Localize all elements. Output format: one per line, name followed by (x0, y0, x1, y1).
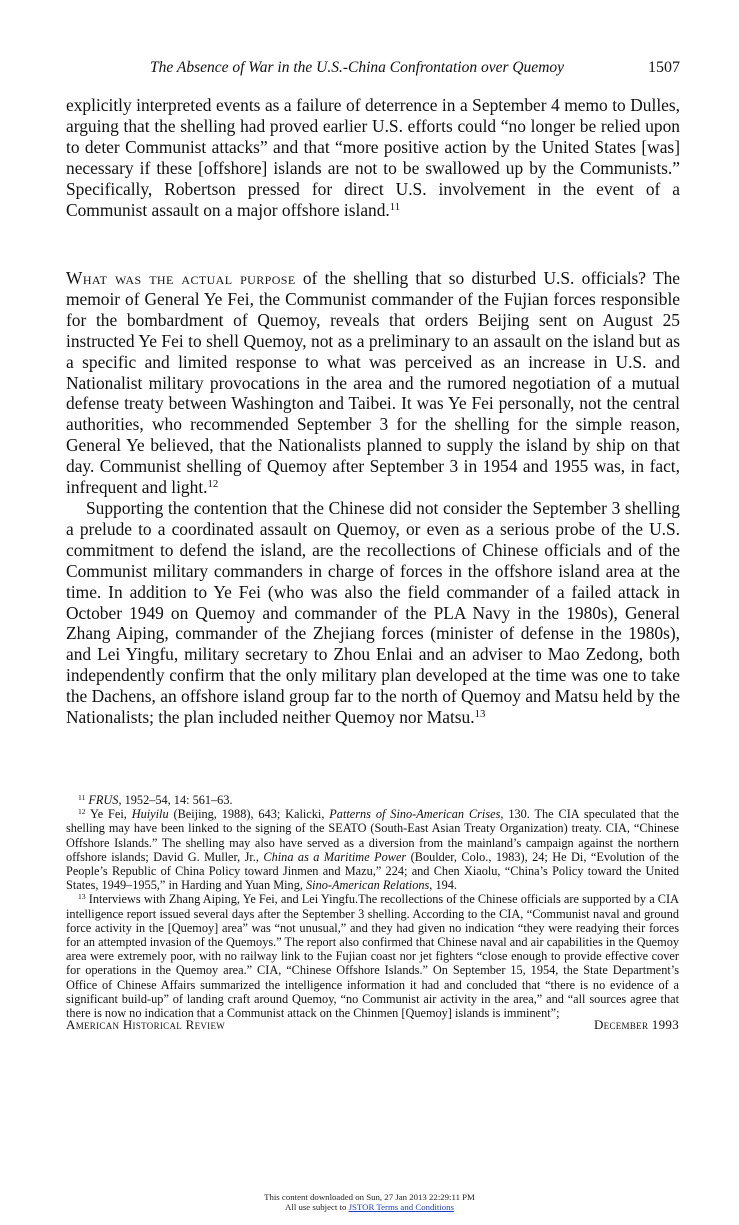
footnote-text: , 1952–54, 14: 561–63. (118, 793, 233, 807)
footnote-11 (66, 793, 679, 807)
footnotes (66, 793, 679, 1020)
footnote-text: Interviews with Zhang Aiping, Ye Fei, and Lei Yingfu.The recollections of the Chinese officials are supported by a CIA intelligence report issued several days after the September 3 shelling. According to the CIA, “Communist naval and ground force activity in the [Quemoy] area” was “not unusual,” and they had given no indication “they were readying their forces for an attempted invasion of the Quemoys.” The report also confirmed that Chinese naval and air capabilities in the Quemoy area were extremely poor, with no railway link to the Fujian coast nor jet fighters “close enough to provide effective cover for operations in the Quemoy area.” CIA, “Chinese Offshore Islands.” On September 15, 1954, the State Department’s Office of Chinese Affairs summarized the intelligence information it had and concluded that “there is no evidence of a significant build-up” of landing craft around Quemoy, “no Communist air activity in the area,” and “all sources agree that there is now no indication that a Communist attack on the Chinmen [Quemoy] islands is imminent”; (66, 892, 679, 1021)
jstor-terms-link[interactable]: JSTOR Terms and Conditions (348, 1202, 454, 1212)
body-paragraph-1 (66, 95, 680, 220)
footnote-italic: Patterns of Sino-American Crises (329, 807, 501, 822)
footnote-italic: Sino-American Relations (306, 878, 430, 893)
footnote-italic: FRUS (88, 793, 119, 807)
footnote-13 (66, 892, 679, 1020)
terms-line (0, 1202, 739, 1212)
section-lead-in: What was the actual purpose (66, 268, 296, 288)
footnote-text: , 194. (429, 878, 457, 893)
download-notice: This content downloaded on Sun, 27 Jan 2013 22:29:11 PM (264, 1192, 475, 1202)
footnote-number: 13 (78, 892, 86, 902)
terms-prefix: All use subject to (285, 1202, 349, 1212)
footnote-text: (Boulder, Colo., 1983), 24; He Di, “Evolution of the People’s Republic of China Policy toward Jinmen and Mazu,” 224; and Chen Xiaolu, “China’s Policy toward the United States, 1949–1955,” in Harding and Yuan Ming, (66, 849, 679, 893)
body-section (66, 268, 680, 728)
body-paragraph-2 (66, 268, 680, 498)
body-paragraph-3 (66, 498, 680, 728)
footnote-text: , 130. The CIA speculated that the shelling may have been linked to the signing of the SEATO (South-East Asian Treaty Organization) treaty. CIA, “Chinese Offshore Islands.” The shelling may also have served as a diversion from the mainland’s campaign against the northern offshore islands; David G. Muller, Jr., (66, 807, 680, 864)
footnote-number: 12 (78, 807, 86, 817)
footnote-number: 11 (78, 792, 86, 802)
footnote-ref-13: 13 (474, 708, 486, 721)
footnote-italic: China as a Maritime Power (263, 849, 407, 864)
page-number: 1507 (648, 59, 680, 76)
footnote-12 (66, 807, 679, 892)
jstor-notice (0, 1192, 739, 1212)
paragraph-text: of the shelling that so disturbed U.S. officials? The memoir of General Ye Fei, the Communist commander of the Fujian forces responsible for the bombardment of Quemoy, reveals that orders Beijing sent on August 25 instructed Ye Fei to shell Quemoy, not as a preliminary to an assault on the island but as a specific and limited response to what was perceived as an increase in U.S. and Nationalist military provocations in the area and the rumored negotiation of a mutual defense treaty between Washington and Taibei. It was Ye Fei personally, not the central authorities, who recommended September 3 for the shelling for the simple reason, General Ye believed, that the Nationalists planned to supply the island by ship on that day. Communist shelling of Quemoy after September 3 in 1954 and 1955 was, in fact, infrequent and light. (66, 268, 680, 498)
footer-date: December 1993 (593, 1017, 679, 1032)
footnote-text: (Beijing, 1988), 643; Kalicki, (168, 807, 330, 822)
paragraph-text: Supporting the contention that the Chinese did not consider the September 3 shelling a prelude to a coordinated assault on Quemoy, or even as a serious probe of the U.S. commitment to defend the island, are the recollections of Chinese officials and of the Communist military commanders in charge of forces in the offshore island area at the time. In addition to Ye Fei (who was also the field commander of a failed attack in October 1949 on Quemoy and commander of the PLA Navy in the 1980s), General Zhang Aiping, commander of the Zhejiang forces (minister of defense in the 1980s), and Lei Yingfu, military secretary to Zhou Enlai and an adviser to Mao Zedong, both independently confirm that the only military plan developed at the time was one to take the Dachens, an offshore island group far to the north of Quemoy and Matsu held by the Nationalists; the plan included neither Quemoy nor Matsu. (66, 497, 680, 728)
paragraph-text: explicitly interpreted events as a failure of deterrence in a September 4 memo to Dulles, arguing that the shelling had proved earlier U.S. efforts could “no longer be relied upon to deter Communist attacks” and that “more positive action by the United States [was] necessary if these [offshore] islands are not to be swallowed up by the Communists.” Specifically, Robertson pressed for direct U.S. involvement in the event of a Communist assault on a major offshore island. (66, 95, 680, 220)
footnote-ref-12: 12 (207, 478, 219, 491)
footnote-ref-11: 11 (389, 200, 401, 213)
running-title: The Absence of War in the U.S.-China Confrontation over Quemoy (150, 59, 565, 76)
footnote-italic: Huiyilu (131, 807, 169, 822)
footnote-text: Ye Fei, (90, 807, 132, 822)
footer-journal: American Historical Review (66, 1017, 226, 1032)
running-head (150, 57, 680, 79)
page-footer (66, 1016, 679, 1034)
